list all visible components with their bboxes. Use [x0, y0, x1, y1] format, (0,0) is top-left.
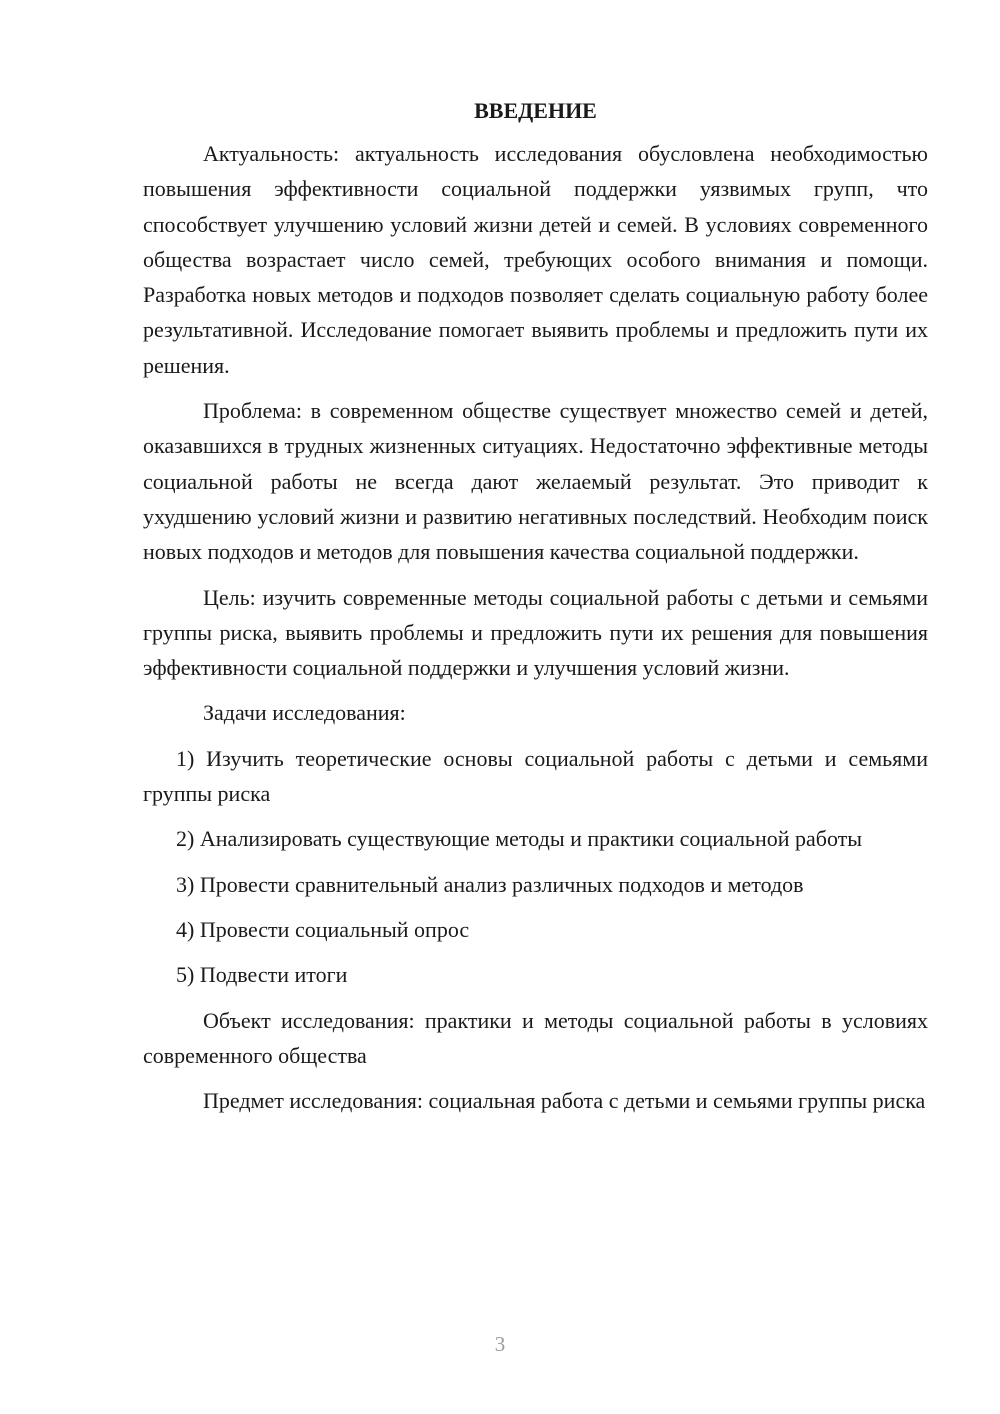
- paragraph-subject: Предмет исследования: социальная работа с детьми и семьями группы риска: [203, 1088, 926, 1114]
- task-item-3: 3) Провести сравнительный анализ различных подходов и методов: [176, 871, 804, 897]
- task-item-4: 4) Провести социальный опрос: [176, 916, 470, 942]
- paragraph-relevance: Актуальность: актуальность исследования обусловлена необходимостью повышения эффективности социальной поддержки уязвимых групп, что способствует улучшению условий жизни детей и семей. В условиях современного общества возрастает число семей, требующих особого внимания и помощи. Разработка новых методов и подходов позволяет сделать социальную работу более результативной. Исследование помогает выявить проблемы и предложить пути их решения.: [143, 141, 928, 378]
- paragraph-problem: Проблема: в современном обществе существует множество семей и детей, оказавшихся в трудных жизненных ситуациях. Недостаточно эффективные методы социальной работы не всегда дают желаемый результат. Это приводит к ухудшению условий жизни и развитию негативных последствий. Необходим поиск новых подходов и методов для повышения качества социальной поддержки.: [143, 398, 928, 565]
- task-item-1: 1) Изучить теоретические основы социальной работы с детьми и семьями группы риска: [143, 745, 928, 807]
- task-item-5: 5) Подвести итоги: [176, 962, 348, 988]
- paragraph-goal: Цель: изучить современные методы социальной работы с детьми и семьями группы риска, выявить проблемы и предложить пути их решения для повышения эффективности социальной поддержки и улучшения условий жизни.: [143, 584, 928, 681]
- task-item-2: 2) Анализировать существующие методы и практики социальной работы: [176, 826, 863, 852]
- page-content: [143, 93, 928, 1128]
- paragraph-object: Объект исследования: практики и методы социальной работы в условиях современного общества: [143, 1007, 928, 1068]
- paragraph-tasks-heading: Задачи исследования:: [203, 700, 406, 726]
- page-number: 3: [494, 1332, 506, 1356]
- section-title: ВВЕДЕНИЕ: [474, 98, 597, 123]
